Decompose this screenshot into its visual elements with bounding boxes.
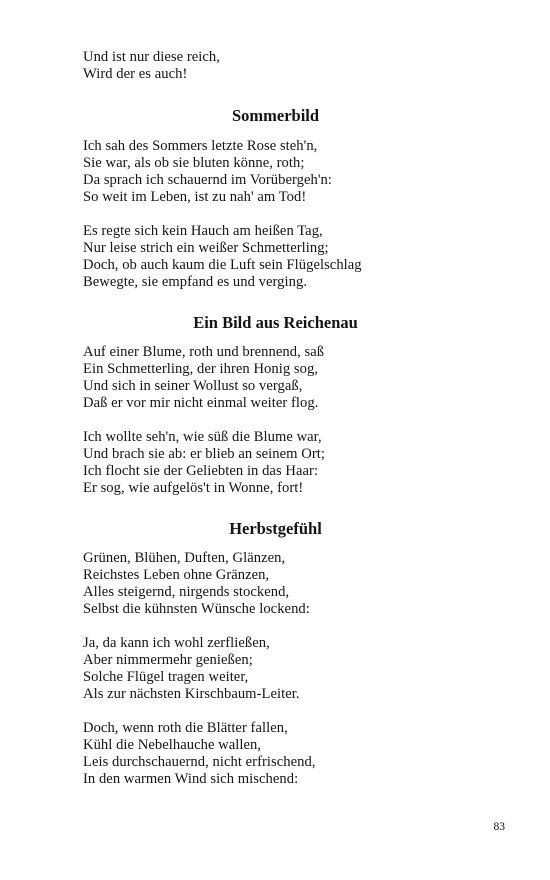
- verse-line: Wird der es auch!: [83, 66, 188, 82]
- poem-ein-bild-aus-reichenau: [83, 313, 468, 497]
- poem-body: [83, 138, 468, 291]
- verse-line: In den warmen Wind sich mischend:: [83, 771, 299, 787]
- verse-line: Leis durchschauernd, nicht erfrischend,: [83, 754, 316, 770]
- verse-line: Es regte sich kein Hauch am heißen Tag,: [83, 223, 323, 239]
- poem-sommerbild: [83, 106, 468, 291]
- verse-line: Da sprach ich schauernd im Vorübergeh'n:: [83, 172, 333, 188]
- verse-line: Bewegte, sie empfand es und verging.: [83, 274, 308, 290]
- verse-line: Solche Flügel tragen weiter,: [83, 669, 249, 685]
- poem-fragment: [83, 49, 468, 83]
- verse-line: Auf einer Blume, roth und brennend, saß: [83, 344, 325, 360]
- stanza: [83, 49, 468, 83]
- stanza: [83, 635, 468, 703]
- stanza: [83, 720, 468, 788]
- stanza: [83, 550, 468, 618]
- verse-line: Als zur nächsten Kirschbaum-Leiter.: [83, 686, 300, 702]
- stanza: [83, 429, 468, 497]
- verse-line: Er sog, wie aufgelös't in Wonne, fort!: [83, 480, 304, 496]
- stanza: [83, 344, 468, 412]
- verse-line: Und ist nur diese reich,: [83, 49, 220, 65]
- poem-title: Herbstgefühl: [229, 519, 322, 538]
- verse-line: Grünen, Blühen, Duften, Glänzen,: [83, 550, 286, 566]
- verse-line: Ja, da kann ich wohl zerfließen,: [83, 635, 270, 651]
- poem-title: Ein Bild aus Reichenau: [193, 313, 358, 332]
- verse-line: Doch, ob auch kaum die Luft sein Flügelschlag: [83, 257, 362, 273]
- stanza: [83, 223, 468, 291]
- verse-line: Daß er vor mir nicht einmal weiter flog.: [83, 395, 319, 411]
- poem-herbstgefuehl: [83, 519, 468, 788]
- stanza: [83, 138, 468, 206]
- verse-line: Ich sah des Sommers letzte Rose steh'n,: [83, 138, 318, 154]
- verse-line: Ich flocht sie der Geliebten in das Haar:: [83, 463, 319, 479]
- page-number: 83: [493, 821, 505, 833]
- verse-line: Alles steigernd, nirgends stockend,: [83, 584, 290, 600]
- verse-line: Doch, wenn roth die Blätter fallen,: [83, 720, 288, 736]
- verse-line: Und sich in seiner Wollust so vergaß,: [83, 378, 303, 394]
- verse-line: Ein Schmetterling, der ihren Honig sog,: [83, 361, 319, 377]
- verse-line: Sie war, als ob sie bluten könne, roth;: [83, 155, 305, 171]
- verse-line: Und brach sie ab: er blieb an seinem Ort;: [83, 446, 325, 462]
- verse-line: Selbst die kühnsten Wünsche lockend:: [83, 601, 310, 617]
- poem-title: Sommerbild: [231, 106, 320, 125]
- verse-line: Reichstes Leben ohne Gränzen,: [83, 567, 270, 583]
- poem-body: [83, 550, 468, 788]
- verse-line: Ich wollte seh'n, wie süß die Blume war,: [83, 429, 322, 445]
- page-body: [83, 49, 468, 788]
- poem-body: [83, 344, 468, 497]
- verse-line: Aber nimmermehr genießen;: [83, 652, 253, 668]
- verse-line: Nur leise strich ein weißer Schmetterling;: [83, 240, 329, 256]
- verse-line: So weit im Leben, ist zu nah' am Tod!: [83, 189, 307, 205]
- verse-line: Kühl die Nebelhauche wallen,: [83, 737, 262, 753]
